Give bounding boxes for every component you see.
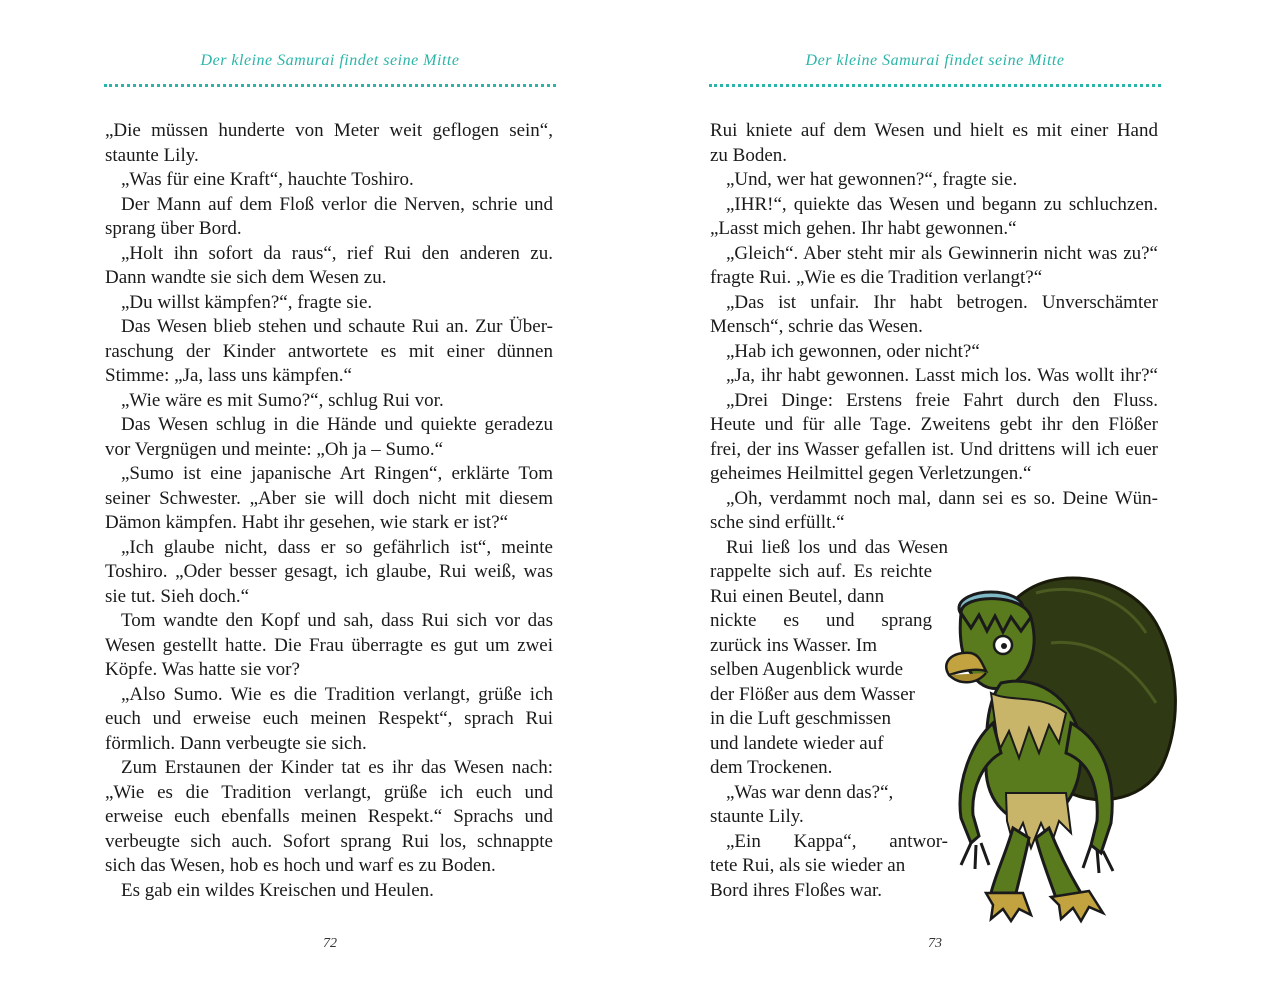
text-line: sprang über Bord. (105, 218, 242, 239)
right-page (705, 0, 1165, 1000)
text-line: „Also Sumo. Wie es die Tradition verlangt, grüße ich (121, 683, 553, 705)
text-line: „Du willst kämpfen?“, fragte sie. (121, 291, 373, 313)
text-line: Rui kniete auf dem Wesen und hielt es mit einer Hand (710, 120, 1158, 141)
text-line: staunte Lily. (105, 144, 199, 166)
text-line: fragte Rui. „Wie es die Tradition verlangt?“ (710, 267, 1043, 288)
text-line: Das Wesen schlug in die Hände und quiekte geradezu (121, 414, 553, 435)
text-line: staunte Lily. (710, 806, 804, 827)
text-line: selben Augenblick wurde (710, 659, 904, 680)
text-line: verbeugte sich auch. Sofort sprang Rui los, schnappte (105, 830, 553, 852)
text-line: rappelte sich auf. Es reichte (710, 561, 932, 582)
text-line: „Gleich“. Aber steht mir als Gewinnerin nicht was zu?“ (726, 242, 1158, 264)
text-line: sich das Wesen, hob es hoch und warf es zu Boden. (105, 855, 496, 876)
running-head-left: Der kleine Samurai findet seine Mitte (200, 52, 460, 69)
dotted-rule-left (104, 84, 556, 87)
text-line: Der Mann auf dem Floß verlor die Nerven, schrie und (121, 193, 553, 215)
text-line: in die Luft geschmissen (710, 708, 891, 729)
kappa-foot-right (1051, 891, 1103, 921)
text-line: nickte es und sprang (710, 610, 932, 631)
text-line: erweise euch ebenfalls meinen Respekt.“ Sprachs und (105, 806, 553, 827)
text-line: Dann wandte sie sich dem Wesen zu. (105, 267, 387, 288)
text-line: Köpfe. Was hatte sie vor? (105, 659, 300, 680)
text-line: „Wie es die Tradition verlangt, grüße ich euch und (105, 781, 553, 803)
text-line: frei, der ins Wasser gefallen ist. Und drittens will ich euer (710, 438, 1158, 460)
text-line: „Das ist unfair. Ihr habt betrogen. Unverschämter (726, 291, 1158, 313)
left-page (100, 0, 560, 1000)
text-line: „IHR!“, quiekte das Wesen und begann zu schluchzen. (726, 193, 1158, 215)
text-line: dem Trockenen. (710, 757, 833, 778)
text-line: „Drei Dinge: Erstens freie Fahrt durch den Fluss. (726, 389, 1158, 411)
text-line: förmlich. Dann verbeugte sie sich. (105, 732, 367, 754)
text-line: „Oh, verdammt noch mal, dann sei es so. Deine Wün- (726, 487, 1158, 509)
text-line: Mensch“, schrie das Wesen. (710, 316, 923, 337)
text-line: „Holt ihn sofort da raus“, rief Rui den anderen zu. (121, 242, 553, 264)
text-line: Das Wesen blieb stehen und schaute Rui an. Zur Über- (121, 316, 553, 337)
text-line: raschung der Kinder antwortete es mit einer dünnen (105, 340, 553, 362)
text-line: „Ich glaube nicht, dass er so gefährlich ist“, meinte (121, 536, 553, 558)
text-line: tete Rui, als sie wieder an (710, 855, 906, 876)
text-line: vor Vergnügen und meinte: „Oh ja – Sumo.“ (105, 438, 444, 460)
text-line: Toshiro. „Oder besser gesagt, ich glaube, Rui weiß, was (105, 561, 553, 582)
page-number-left: 72 (323, 936, 337, 951)
text-line: „Ja, ihr habt gewonnen. Lasst mich los. Was wollt ihr?“ (726, 365, 1158, 386)
text-line: zu Boden. (710, 144, 788, 166)
text-line: „Sumo ist eine japanische Art Ringen“, erklärte Tom (121, 463, 553, 484)
left-page-text (105, 119, 553, 903)
kappa-foot-left (986, 893, 1031, 921)
text-line: geheimes Heilmittel gegen Verletzungen.“ (710, 463, 1032, 484)
text-line: seiner Schwester. „Aber sie will doch nicht mit diesem (105, 487, 553, 509)
text-line: Zum Erstaunen der Kinder tat es ihr das Wesen nach: (121, 757, 553, 778)
text-line: Es gab ein wildes Kreischen und Heulen. (121, 879, 434, 901)
text-line: euch und erweise euch meinen Respekt“, sprach Rui (105, 708, 553, 729)
text-line: „Was war denn das?“, (726, 781, 894, 803)
text-line: Rui einen Beutel, dann (710, 585, 885, 607)
text-line: Tom wandte den Kopf und sah, dass Rui sich vor das (121, 610, 553, 631)
text-line: „Wie wäre es mit Sumo?“, schlug Rui vor. (121, 389, 444, 411)
text-line: „Lasst mich gehen. Ihr habt gewonnen.“ (710, 218, 1017, 239)
text-line: Bord ihres Floßes war. (710, 879, 883, 901)
text-line: sche sind erfüllt.“ (710, 512, 845, 533)
text-line: „Hab ich gewonnen, oder nicht?“ (726, 340, 980, 362)
kappa-illustration (931, 553, 1179, 925)
text-line: zurück ins Wasser. Im (710, 634, 877, 656)
text-line: Rui ließ los und das Wesen (726, 536, 948, 558)
text-line: Wesen gestellt hatte. Die Frau überragte es gut um zwei (105, 634, 553, 656)
page-number-right: 73 (928, 936, 942, 951)
text-line: „Ein Kappa“, antwor- (726, 830, 948, 852)
kappa-leg-right (1036, 828, 1081, 898)
running-head-right: Der kleine Samurai findet seine Mitte (805, 52, 1065, 69)
text-line: „Und, wer hat gewonnen?“, fragte sie. (726, 169, 1018, 190)
kappa-leg-left (991, 828, 1029, 893)
text-line: Heute und für alle Tage. Zweitens gebt ihr den Flößer (710, 414, 1158, 435)
text-line: und landete wieder auf (710, 732, 884, 754)
text-line: sie tut. Sieh doch.“ (105, 585, 250, 607)
text-line: „Was für eine Kraft“, hauchte Toshiro. (121, 169, 414, 190)
dotted-rule-right (709, 84, 1161, 87)
text-line: Stimme: „Ja, lass uns kämpfen.“ (105, 365, 352, 386)
text-line: Dämon kämpfen. Habt ihr gesehen, wie stark er ist?“ (105, 512, 509, 533)
text-line: der Flößer aus dem Wasser (710, 683, 915, 705)
text-line: „Die müssen hunderte von Meter weit geflogen sein“, (105, 120, 553, 141)
